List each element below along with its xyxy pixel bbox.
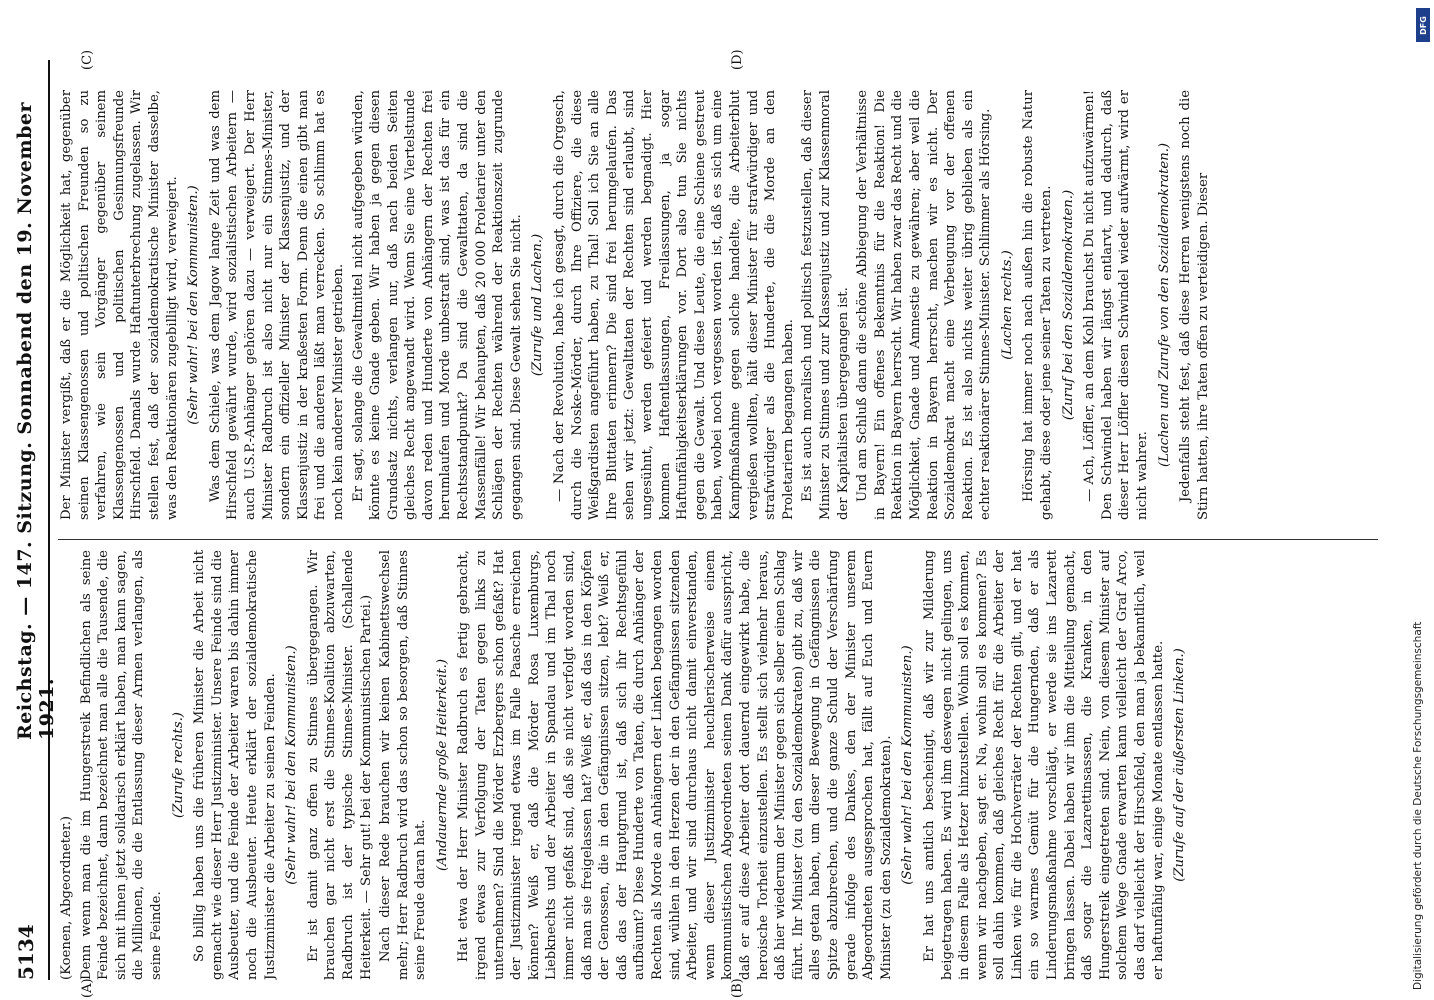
interjection: (Lachen und Zurufe von den Sozialdemokraten.) bbox=[1156, 142, 1172, 468]
margin-marker-a: (A) bbox=[80, 978, 95, 998]
left-text-column bbox=[58, 550, 1388, 980]
paragraph: Nach dieser Rede brauchen wir keinen Kabinettswechsel mehr; Herr Radbruch wird das schon so besorgen, daß Stinnes seine Freude daran hat. bbox=[378, 550, 429, 980]
dfg-logo: DFG bbox=[1416, 8, 1430, 42]
paragraph: Er sagt, solange die Gewaltmittel nicht aufgegeben würden, könnte es keine Gnade geben. Wir haben ja gegen diesen Grundsatz nichts, verlangen nur, daß nach beiden Seiten gleiches Recht angewandt wird. Wenn Sie eine Viertelstunde davon reden und Hunderte von Anhängern der Rechten frei herumlaufen und Morde unbestraft sind, was ist das für ein Rechtsstandpunkt? Da sind die Gewalttaten, da sind die Massenfälle! Wir behaupten, daß 20 000 Proletarier unter den Schlägen der Rechten während der Reaktionszeit zugrunde gegangen sind. Diese Gewalt sehen Sie nicht. bbox=[350, 90, 524, 520]
interjection: (Lachen rechts.) bbox=[999, 250, 1015, 360]
margin-marker-c: (C) bbox=[80, 49, 95, 70]
paragraph: Hat etwa der Herr Minister Radbruch es fertig gebracht, irgend etwas zur Verfolgung der Taten gegen links zu unternehmen? Sind die Mörder Erzbergers schon gefaßt? Hat der Justizminister irgend etwas im Falle Paasche erreichen können? Weiß er, daß die Mörder Rosa Luxemburgs, Liebknechts und der Arbeiter in Spandau und im Thal noch immer nicht gefaßt sind, daß sie nicht verfolgt worden sind, daß man sie freigelassen hat? Weiß er, daß das in den Köpfen der Genossen, die in den Gefängnissen sitzen, lebt? Weiß er, daß das der Hauptgrund ist, daß sich ihr Rechtsgefühl aufbäumt? Diese Hunderte von Taten, die durch Anhänger der Rechten als Morde an Anhängern der Linken begangen worden sind, wühlen in den Herzen der in den Gefängnissen sitzenden Arbeiter, und wir sind durchaus nicht damit einverstanden, wenn dieser Justizminister heuchlerischerweise einem kommunistischen Abgeordneten seinen Dank dafür ausspricht, daß er auf diese Arbeiter dort dauernd eingewirkt habe, die heroische Torheit einzustellen. Es stellt sich vielmehr heraus, daß hier wiederum der Minister gegen sich selber einen Schlag führt. Ihr Minister (zu den Sozialdemokraten) gibt zu, daß wir alles getan haben, um dieser Bewegung in Gefängnissen die Spitze abzubrechen, und die ganze Schuld der Verschärfung gerade infolge des Dankes, den der Minister unserem Abgeordneten ausgesprochen hat, fällt auf Euch und Euern Minister (zu den Sozialdemokraten). bbox=[456, 550, 894, 980]
interjection: (Zuruf bei den Sozialdemokraten.) bbox=[1060, 189, 1076, 421]
interjection: (Sehr wahr! bei den Kommunisten.) bbox=[900, 645, 916, 885]
digitization-sidebar bbox=[1406, 0, 1434, 1000]
interjection: (Andauernde große Heiterkeit.) bbox=[434, 658, 450, 872]
paragraph: Er hat uns amtlich bescheinigt, daß wir zur Milderung beigetragen haben. Es wird ihm deswegen nicht gelingen, uns in diesem Falle als Hetzer hinzustellen. Wohin soll es kommen, wenn wir nachgeben, sagt er. Na, wohin soll es kommen? Es soll dahin kommen, daß gleiches Recht für die Arbeiter der Linken wie für die Hochverräter der Rechten gilt, und er hat ein so warmes Gemüt für die Hungernden, daß er als Linderungsmaßnahme vorschlägt, er werde sie ins Lazarett bringen lassen. Dabei haben wir ihm die Mitteilung gemacht, daß sogar die Lazarettinsassen, die Kranken, in den Hungerstreik eingetreten sind. Nein, von diesem Minister auf solchem Wege Gnade erwarten kann vielleicht der Graf Arco, das darf vielleicht der Hirschfeld, den man ja bekanntlich, weil er haftunfähig war, einige Monate entlassen hatte. bbox=[921, 550, 1166, 980]
rotated-page-content bbox=[0, 40, 1400, 1000]
paragraph: Der Minister vergißt, daß er die Möglichkeit hat, gegenüber seinen Klassengenossen und politischen Freunden so zu verfahren, wie sein Vorgänger gegenüber seinem Klassengenossen und politischen Gesinnungsfreunde Hirschfeld. Damals wurde Haftunterbrechung zugelassen. Wir stellen fest, daß der sozialdemokratische Minister dasselbe, was den Reaktionären zugebilligt wird, verweigert. bbox=[59, 90, 180, 520]
running-head bbox=[0, 60, 58, 980]
digitization-credit: Digitalisierung gefördert durch die Deutsche Forschungsgemeinschaft bbox=[1412, 621, 1424, 990]
interjection: (Zurufe auf der äußersten Linken.) bbox=[1172, 648, 1188, 882]
running-title: Reichstag. — 147. Sitzung. Sonnabend den 19. November 1921. bbox=[14, 102, 58, 740]
interjection: (Zurufe rechts.) bbox=[170, 712, 186, 818]
interjection: (Sehr wahr! bei den Kommunisten.) bbox=[284, 645, 300, 885]
interjection: (Sehr wahr! bei den Kommunisten.) bbox=[186, 185, 202, 425]
paragraph: (Koenen, Abgeordneter.) bbox=[59, 815, 74, 980]
margin-marker-b: (B) bbox=[730, 978, 745, 998]
paragraph: — Ach, Löffler, an dem Kohl brauchst Du nicht aufzuwärmen! Den Schwindel haben wir längst entlarvt, und dadurch, daß dieser Herr Löffler diesen Schwindel wieder aufwärmt, wird er nicht wahrer. bbox=[1082, 90, 1151, 520]
page-number: 5134 bbox=[14, 924, 38, 980]
paragraph: Es ist auch moralisch und politisch festzustellen, daß dieser Minister zu Stinnes und zur Klassenjustiz und zur Klassenmoral der Kapitalisten übergegangen ist. bbox=[800, 90, 851, 520]
right-text-column bbox=[58, 90, 1388, 520]
paragraph: Jedenfalls steht fest, daß diese Herren wenigstens noch die Stirn hatten, ihre Taten offen zu verteidigen. Dieser bbox=[1178, 90, 1211, 520]
paragraph: Was dem Schiele, was dem Jagow lange Zeit und was dem Hirschfeld gewährt wurde, wird sozialistischen Arbeitern — auch U.S.P.-Anhänger gehören dazu — verweigert. Der Herr Minister Radbruch ist also nicht nur ein Stinnes-Minister, sondern ein offizieller Minister der Klassenjustiz, und der Klassenjustiz in der kraßesten Form. Denn die einen gibt man frei und die anderen läßt man verrecken. So schlimm hat es noch kein anderer Minister getrieben. bbox=[207, 90, 346, 520]
paragraph: Denn wenn man die im Hungerstreik Befindlichen als seine Feinde bezeichnet, dann bezeichnet man alle die Tausende, die sich mit ihnen jetzt solidarisch erklärt haben, man kann sagen, die Millionen, die die Entlassung dieser Armen verlangen, als seine Feinde. bbox=[78, 550, 164, 980]
interjection: (Zurufe und Lachen.) bbox=[530, 233, 546, 377]
column-divider bbox=[58, 539, 1378, 540]
paragraph: — Nach der Revolution, habe ich gesagt, durch die Orgesch, durch die Noske-Mörder, durch Ihre Offiziere, die diese Weißgardisten angeführt haben, zu Thal! Soll ich Sie an alle Ihre Bluttaten erinnern? Die sind frei herumgelaufen. Das sehen wir jetzt: Gewalttaten der Rechten sind erlaubt, sind ungesühnt, werden gefeiert und werden begnadigt. Hier kommen Haftentlassungen, Freilassungen, ja sogar Haftunfähigkeitserklärungen vor. Dort also tun Sie nichts gegen die Gewalt. Und diese Leute, die eine Schiene gestreut haben, wobei noch vergessen worden ist, daß es sich um eine Kampfmaßnahme gegen solche handelte, die Arbeiterblut vergießen wollten, hält dieser Minister für strafwürdiger und strafwürdiger als die Hunderte, die die Morde an den Proletariern begangen haben. bbox=[552, 90, 796, 520]
paragraph: Und am Schluß dann die schöne Abbiegung der Verhältnisse in Bayern! Ein offenes Bekenntnis für die Reaktion! Die Reaktion in Bayern herrscht. Wir haben zwar das Recht und die Möglichkeit, Gnade und Amnestie zu gewähren; aber weil die Reaktion in Bayern herrscht, machen wir es nicht. Der Sozialdemokrat macht eine Verbeugung vor der offenen Reaktion. Es ist also nichts weiter übrig geblieben als ein echter reaktionärer Stinnes-Minister. Schlimmer als Hörsing. bbox=[855, 90, 994, 520]
paragraph: So billig haben uns die früheren Minister die Arbeit nicht gemacht wie dieser Herr Justizminister. Unsere Feinde sind die Ausbeuter, und die Feinde der Arbeiter waren bis dahin immer noch die Ausbeuter. Heute erklärt der sozialdemokratische Justizminister die Arbeiter zu seinen Feinden. bbox=[192, 550, 278, 980]
paragraph: Hörsing hat immer noch nach außen hin die robuste Natur gehabt, diese oder jene seiner Taten zu vertreten. bbox=[1021, 90, 1055, 520]
paragraph: Er ist damit ganz offen zu Stinnes übergegangen. Wir brauchen gar nicht erst die Stinnes-Koalition abzuwarten, Radbruch ist der typische Stinnes-Minister. (Schallende Heiterkeit. — Sehr gut! bei der Kommunistischen Partei.) bbox=[305, 550, 374, 980]
margin-marker-d: (D) bbox=[730, 49, 745, 70]
